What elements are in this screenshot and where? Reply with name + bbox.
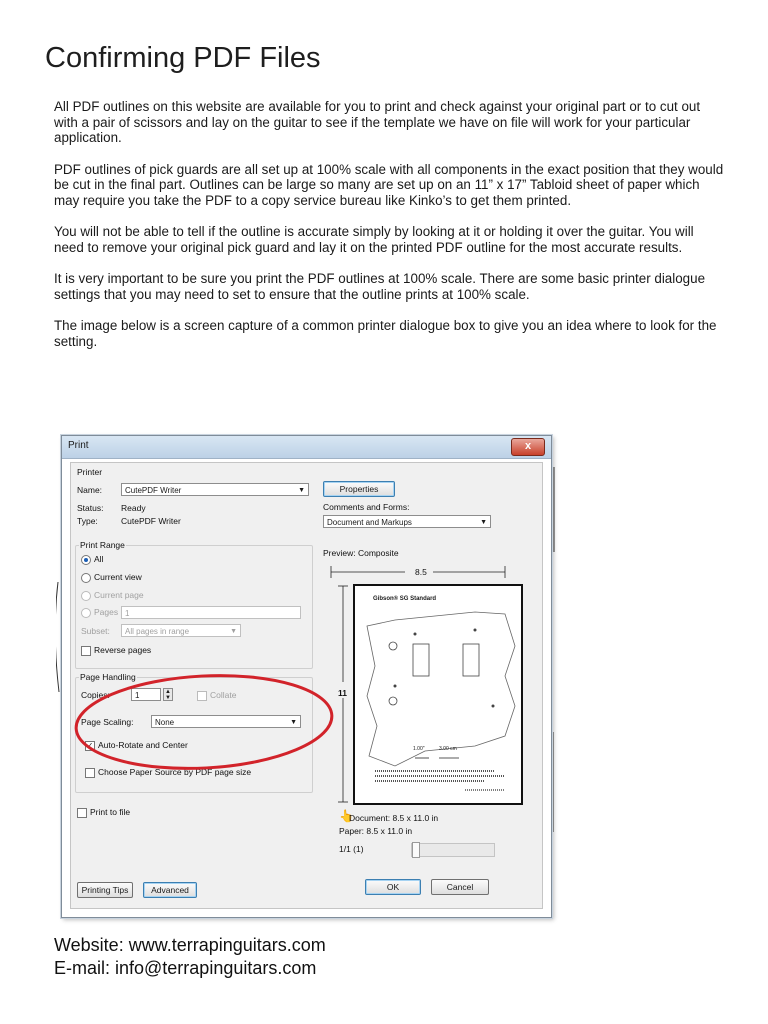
width-dimension-label: 8.5 xyxy=(415,567,427,577)
auto-rotate-label: Auto-Rotate and Center xyxy=(98,740,188,750)
chevron-down-icon: ▼ xyxy=(480,519,487,526)
copies-label: Copies: xyxy=(81,690,110,700)
printer-status-value: Ready xyxy=(121,503,146,513)
printer-type-label: Type: xyxy=(77,516,98,526)
chevron-down-icon: ▼ xyxy=(230,628,237,635)
copies-spinner[interactable]: ▲ ▼ xyxy=(163,688,173,701)
paragraph: The image below is a screen capture of a common printer dialogue box to give you an idea where to look for the setting. xyxy=(54,318,717,349)
body-text xyxy=(54,99,726,365)
document-size: Document: 8.5 x 11.0 in xyxy=(349,813,439,823)
radio-all-label: All xyxy=(94,554,104,564)
website-text: Website: www.terrapinguitars.com xyxy=(54,935,326,955)
close-button[interactable]: x xyxy=(511,438,545,456)
page-scaling-value: None xyxy=(155,718,175,727)
cancel-button[interactable]: Cancel xyxy=(431,879,489,895)
reverse-pages-label: Reverse pages xyxy=(94,645,152,655)
paragraph: PDF outlines of pick guards are all set up at 100% scale with all components in the exact position that they would be cut in the final part. Outlines can be large so many are set up on an 11” x 17” Tabloid sheet of paper which may require you take the PDF to a copy service bureau like Kinko’s to get them printed. xyxy=(54,161,724,208)
chevron-down-icon: ▼ xyxy=(298,487,305,494)
printer-group-label: Printer xyxy=(77,467,103,477)
dimension-b-label: 3.00 cm xyxy=(439,746,457,752)
cursor-icon: 👆 xyxy=(339,809,354,823)
subset-value: All pages in range xyxy=(125,627,190,636)
ok-button[interactable]: OK xyxy=(365,879,421,895)
paragraph: All PDF outlines on this website are available for you to print and check against your original part or to cut out with a pair of scissors and lay on the guitar to see if the template we have on file will work for your particular application. xyxy=(54,99,701,145)
collate-label: Collate xyxy=(210,690,237,700)
printer-type-value: CutePDF Writer xyxy=(121,516,181,526)
comments-forms-value: Document and Markups xyxy=(327,518,412,527)
print-dialog-screenshot xyxy=(56,432,558,920)
chevron-down-icon: ▼ xyxy=(290,719,297,726)
radio-pages-label: Pages xyxy=(94,607,119,617)
print-range-label: Print Range xyxy=(80,540,125,550)
highlight-ellipse xyxy=(56,432,558,920)
height-dimension-label: 11 xyxy=(338,688,347,698)
dialog-title: Print xyxy=(68,440,89,451)
auto-rotate-checkbox[interactable]: ✓ xyxy=(86,741,94,750)
paragraph: It is very important to be sure you print the PDF outlines at 100% scale. There are some basic printer dialogue settings that you may need to set to ensure that the outline prints at 100% scale. xyxy=(54,271,706,302)
printer-name-label: Name: xyxy=(77,485,103,495)
subset-label: Subset: xyxy=(81,626,110,636)
dimension-a-label: 1.00" xyxy=(413,746,425,752)
comments-label: Comments and Forms: xyxy=(323,502,410,512)
radio-current-view-label: Current view xyxy=(94,572,142,582)
printer-name-value: CutePDF Writer xyxy=(125,486,182,495)
email-text: E-mail: info@terrapinguitars.com xyxy=(54,958,317,978)
pages-input-value: 1 xyxy=(125,609,130,618)
copies-value: 1 xyxy=(135,691,140,700)
print-to-file-label: Print to file xyxy=(90,807,131,817)
paragraph: You will not be able to tell if the outline is accurate simply by looking at it or holding it over the guitar. You will need to remove your original pick guard and lay it on the printed PDF outline for the most accurate results. xyxy=(54,224,694,255)
printer-status-label: Status: xyxy=(77,503,104,513)
advanced-button[interactable]: Advanced xyxy=(143,882,197,898)
properties-button[interactable]: Properties xyxy=(323,481,395,497)
page-handling-label: Page Handling xyxy=(80,672,136,682)
page-title: Confirming PDF Files xyxy=(45,42,321,74)
sheet-title: Gibson® SG Standard xyxy=(373,596,437,602)
contact-footer xyxy=(54,934,326,980)
printing-tips-button[interactable]: Printing Tips xyxy=(77,882,133,898)
paper-size: Paper: 8.5 x 11.0 in xyxy=(339,826,413,836)
page-count: 1/1 (1) xyxy=(339,844,364,854)
preview-label: Preview: Composite xyxy=(323,548,399,558)
radio-current-page-label: Current page xyxy=(94,590,144,600)
choose-paper-label: Choose Paper Source by PDF page size xyxy=(98,767,252,777)
page-scaling-label: Page Scaling: xyxy=(81,717,134,727)
